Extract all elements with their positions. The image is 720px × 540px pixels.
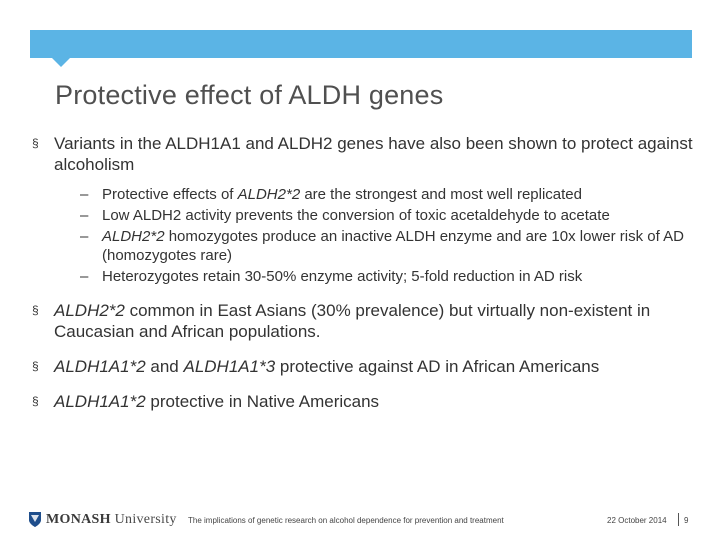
- sub-bullet-homozygotes: [30, 227, 695, 265]
- text-run: Protective effects of: [102, 186, 238, 203]
- page-number: 9: [684, 516, 689, 525]
- gene-name: ALDH2*2: [237, 186, 301, 203]
- sub-bullet-list: [30, 185, 695, 286]
- square-bullet-icon: §: [32, 394, 39, 408]
- dash-bullet-icon: –: [80, 186, 89, 203]
- footer-presentation-title: The implications of genetic research on alcohol dependence for prevention and treatment: [188, 516, 504, 525]
- sub-bullet-low-activity: [30, 206, 695, 225]
- text-run: Low ALDH2 activity prevents the conversion of toxic acetaldehyde to acetate: [102, 207, 610, 224]
- footer-date: 22 October 2014: [607, 516, 667, 525]
- slide-title: Protective effect of ALDH genes: [55, 80, 444, 110]
- monash-logo: [28, 511, 177, 528]
- slide-footer: [0, 500, 720, 540]
- bullet-text: Variants in the ALDH1A1 and ALDH2 genes have also been shown to protect against alcoholism: [54, 134, 693, 174]
- text-run: protective against AD in African Americans: [275, 357, 600, 376]
- sub-bullet-heterozygotes: [30, 267, 695, 286]
- text-run: protective in Native Americans: [145, 392, 380, 411]
- sub-bullet-aldh2-strongest: [30, 185, 695, 204]
- dash-bullet-icon: –: [80, 207, 89, 224]
- gene-name: ALDH2*2: [54, 301, 125, 320]
- gene-name: ALDH1A1*2: [54, 392, 146, 411]
- text-run: are the strongest and most well replicated: [300, 186, 582, 203]
- gene-name: ALDH1A1*3: [183, 357, 276, 376]
- gene-name: ALDH1A1*2: [54, 357, 146, 376]
- dash-bullet-icon: –: [80, 268, 89, 285]
- text-run: common in East Asians (30% prevalence) but virtually non-existent in Caucasian and African populations.: [54, 301, 651, 341]
- footer-divider: [678, 513, 679, 526]
- bullet-native-americans: [30, 391, 695, 412]
- monash-shield-icon: [28, 511, 42, 528]
- header-accent-bar: [30, 30, 692, 58]
- logo-wordmark-bold: MONASH: [46, 511, 111, 527]
- slide-content: [30, 133, 695, 426]
- bullet-african-americans: [30, 356, 695, 377]
- gene-name: ALDH2*2: [102, 228, 165, 245]
- bullet-east-asians: [30, 300, 695, 342]
- header-accent-notch: [52, 58, 70, 67]
- text-run: homozygotes produce an inactive ALDH enzyme and are 10x lower risk of AD (homozygotes rare): [102, 228, 684, 264]
- text-run: and: [145, 357, 184, 376]
- logo-wordmark: [46, 512, 177, 528]
- bullet-variants: [30, 133, 695, 175]
- square-bullet-icon: §: [32, 136, 39, 150]
- text-run: Heterozygotes retain 30-50% enzyme activity; 5-fold reduction in AD risk: [102, 268, 583, 285]
- square-bullet-icon: §: [32, 359, 39, 373]
- square-bullet-icon: §: [32, 303, 39, 317]
- dash-bullet-icon: –: [80, 228, 89, 245]
- logo-wordmark-regular: University: [110, 511, 177, 527]
